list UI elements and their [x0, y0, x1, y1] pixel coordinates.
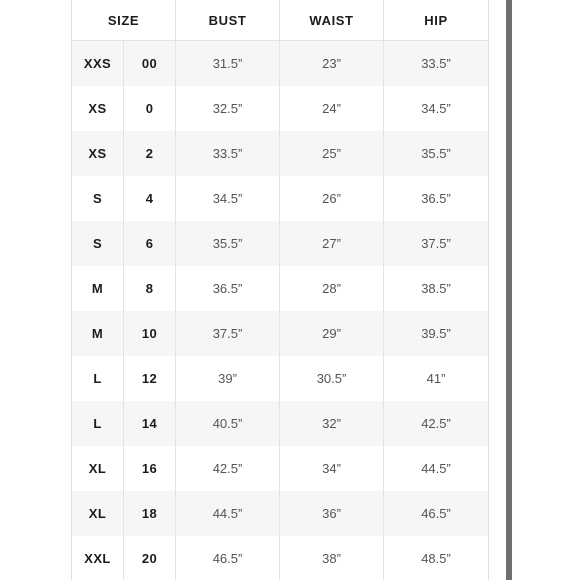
waist-cell: 27” — [280, 221, 384, 266]
size-number-cell: 0 — [124, 86, 176, 131]
waist-cell: 34” — [280, 446, 384, 491]
waist-cell: 36” — [280, 491, 384, 536]
size-letter-cell: XL — [72, 491, 124, 536]
bust-cell: 42.5” — [176, 446, 280, 491]
header-row — [72, 0, 489, 41]
size-number-cell: 6 — [124, 221, 176, 266]
hip-cell: 39.5” — [384, 311, 489, 356]
hip-cell: 42.5” — [384, 401, 489, 446]
waist-cell: 23” — [280, 41, 384, 87]
table-row — [72, 266, 489, 311]
hip-cell: 36.5” — [421, 191, 451, 206]
size-number-cell: 16 — [124, 446, 176, 491]
size-number-cell: 00 — [124, 41, 176, 87]
table-row — [72, 491, 489, 536]
waist-cell: 30.5” — [280, 356, 384, 401]
size-chart-table — [71, 0, 489, 580]
hip-cell: 33.5” — [384, 41, 489, 87]
hip-header: HIP — [384, 0, 489, 41]
waist-cell: 26” — [280, 176, 384, 221]
bust-cell: 31.5” — [176, 41, 280, 87]
table-row — [72, 311, 489, 356]
hip-cell: 38.5” — [421, 281, 451, 296]
waist-header: WAIST — [280, 0, 384, 41]
table-row — [72, 41, 489, 87]
bust-cell: 40.5” — [176, 401, 280, 446]
bust-cell: 39” — [176, 356, 280, 401]
table-row — [72, 86, 489, 131]
size-letter-cell: S — [72, 176, 124, 221]
bust-cell: 33.5” — [176, 131, 280, 176]
size-number-cell: 14 — [124, 401, 176, 446]
waist-cell: 29” — [280, 311, 384, 356]
bust-cell: 32.5” — [176, 86, 280, 131]
waist-cell: 38” — [280, 536, 384, 580]
size-number-cell: 18 — [124, 491, 176, 536]
size-letter-cell: M — [72, 311, 124, 356]
bust-cell: 35.5” — [176, 221, 280, 266]
bust-cell: 44.5” — [176, 491, 280, 536]
size-letter-cell: L — [72, 401, 124, 446]
hip-cell: 35.5” — [384, 131, 489, 176]
bust-cell: 36.5” — [176, 266, 280, 311]
size-number-cell: 12 — [124, 356, 176, 401]
size-letter-cell: XS — [72, 131, 124, 176]
size-letter-cell: L — [72, 356, 124, 401]
waist-cell: 25” — [280, 131, 384, 176]
table-row — [72, 221, 489, 266]
hip-cell: 41” — [426, 371, 446, 386]
size-letter-cell: XXS — [72, 41, 124, 87]
size-rows — [72, 41, 489, 580]
table-row — [72, 401, 489, 446]
size-number-cell: 20 — [124, 536, 176, 580]
scrollbar[interactable] — [506, 0, 512, 580]
table-row — [72, 446, 489, 491]
table-row — [72, 356, 489, 401]
hip-cell: 34.5” — [421, 101, 451, 116]
waist-cell: 28” — [280, 266, 384, 311]
hip-cell: 46.5” — [384, 491, 489, 536]
size-letter-cell: XS — [72, 86, 124, 131]
hip-cell: 44.5” — [421, 461, 451, 476]
size-letter-cell: XL — [72, 446, 124, 491]
size-number-cell: 4 — [124, 176, 176, 221]
bust-header: BUST — [176, 0, 280, 41]
size-letter-cell: M — [72, 266, 124, 311]
size-header: SIZE — [72, 0, 176, 41]
hip-cell: 48.5” — [421, 551, 451, 566]
hip-cell: 37.5” — [384, 221, 489, 266]
size-letter-cell: S — [72, 221, 124, 266]
bust-cell: 37.5” — [176, 311, 280, 356]
table-row — [72, 536, 489, 580]
size-letter-cell: XXL — [72, 536, 124, 580]
bust-cell: 46.5” — [176, 536, 280, 580]
size-number-cell: 8 — [124, 266, 176, 311]
size-number-cell: 2 — [124, 131, 176, 176]
bust-cell: 34.5” — [176, 176, 280, 221]
waist-cell: 32” — [280, 401, 384, 446]
table-row — [72, 176, 489, 221]
size-number-cell: 10 — [124, 311, 176, 356]
waist-cell: 24” — [280, 86, 384, 131]
table-row — [72, 131, 489, 176]
